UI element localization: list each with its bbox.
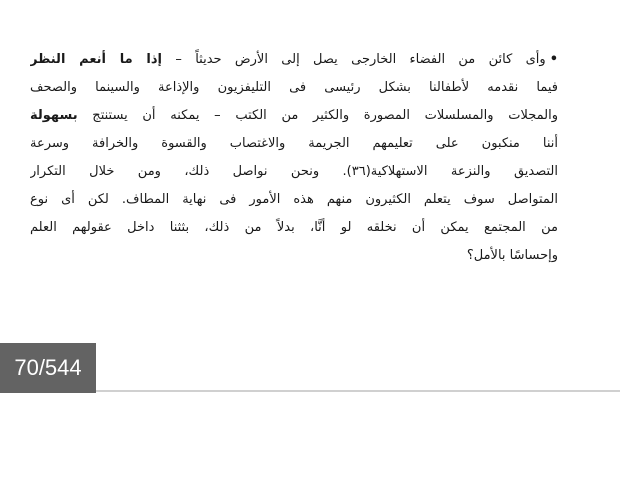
text-line-6: المتواصل سوف يتعلم الكثيرون منهم هذه الأمور فى نهاية المطاف. لكن أى نوع	[30, 192, 558, 207]
text-line-8: وإحساسًا بالأمل؟	[466, 248, 558, 263]
text-line-3-bold: بسهولة	[30, 108, 78, 123]
text-line-3-normal: والمجلات والمسلسلات المصورة والكثير من الكتب – يمكنه أن يستنتج	[77, 108, 558, 123]
text-line-1-bold: إذا ما أنعم النظر	[30, 52, 163, 67]
text-line-4: أننا منكبون على تعليمهم الجريمة والاغتصاب والقسوة والخرافة وسرعة	[30, 136, 558, 151]
page-divider	[96, 390, 620, 392]
text-line-1	[30, 46, 558, 74]
page-counter: 70/544	[0, 343, 96, 393]
book-paragraph	[30, 46, 558, 270]
text-line-3	[30, 102, 558, 130]
bullet-icon: •	[549, 52, 558, 67]
text-line-2: فيما نقدمه لأطفالنا بشكل رئيسى فى التليفزيون والإذاعة والسينما والصحف	[30, 80, 558, 95]
text-line-5: التصديق والنزعة الاستهلاكية(٣٦). ونحن نواصل ذلك، ومن خلال التكرار	[30, 164, 558, 179]
text-line-1-normal: وأى كائن من الفضاء الخارجى يصل إلى الأرض حديثاً –	[162, 52, 546, 67]
text-line-7: من المجتمع يمكن أن نخلقه لو أنَّا، بدلاً من ذلك، بثثنا داخل عقولهم العلم	[30, 220, 558, 235]
